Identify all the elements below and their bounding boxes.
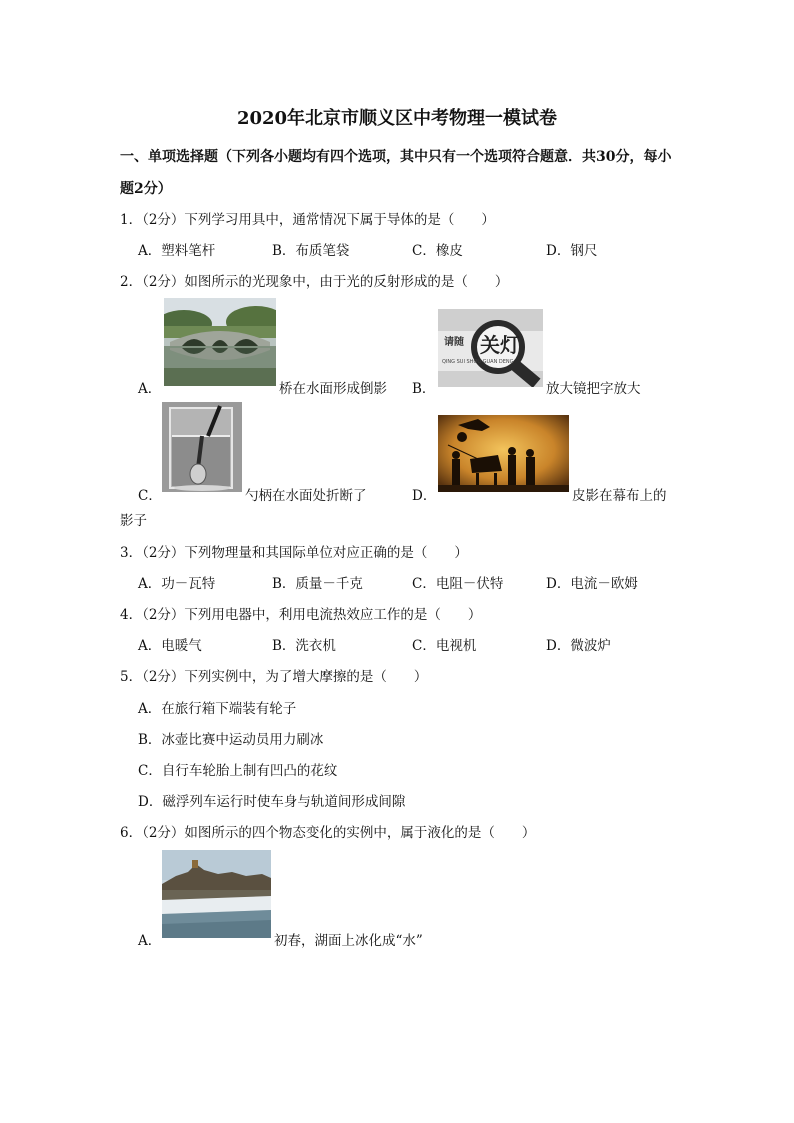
question-1-option-d: D．钢尺 (546, 243, 598, 259)
magnifier-image (438, 309, 543, 387)
question-3-stem: 3．（2分）下列物理量和其国际单位对应正确的是（ ） (120, 545, 468, 561)
question-4-stem: 4．（2分）下列用电器中，利用电流热效应工作的是（ ） (120, 607, 482, 623)
question-3-option-c: C．电阻－伏特 (412, 576, 504, 592)
question-4-option-b: B．洗衣机 (272, 638, 336, 654)
question-3-option-b: B．质量－千克 (272, 576, 363, 592)
question-3-option-d: D．电流－欧姆 (546, 576, 638, 592)
question-4-option-d: D．微波炉 (546, 638, 611, 654)
spoon-in-water-image (162, 402, 242, 492)
question-2-option-a-text: 桥在水面形成倒影 (279, 381, 387, 397)
bridge-reflection-image (164, 298, 276, 386)
page-title: 2020年北京市顺义区中考物理一模试卷 (236, 108, 558, 129)
question-4-option-c: C．电视机 (412, 638, 477, 654)
question-5-stem: 5．（2分）下列实例中，为了增大摩擦的是（ ） (120, 669, 428, 685)
question-6-option-a-label: A． (138, 933, 162, 949)
question-2-option-d-text-cont: 影子 (120, 513, 147, 529)
question-2-option-b-label: B． (412, 381, 436, 397)
question-5-option-b: B．冰壶比赛中运动员用力刷冰 (138, 732, 324, 748)
question-2-option-c-label: C． (138, 488, 162, 504)
section-heading-line2: 题2分） (120, 181, 172, 197)
question-1-stem: 1．（2分）下列学习用具中，通常情况下属于导体的是（ ） (120, 212, 495, 228)
sign-big-text: 关灯 (480, 333, 520, 357)
question-2-option-b-text: 放大镜把字放大 (546, 381, 641, 397)
question-2-option-a-label: A． (138, 381, 162, 397)
question-5-option-c: C．自行车轮胎上制有凹凸的花纹 (138, 763, 338, 779)
lake-ice-image (162, 850, 271, 938)
sign-pinyin-text: QING SUI SHOU GUAN DENG (442, 359, 514, 365)
question-2-option-c-text: 勺柄在水面处折断了 (245, 488, 367, 504)
shadow-play-image (438, 415, 569, 492)
question-2-stem: 2．（2分）如图所示的光现象中，由于光的反射形成的是（ ） (120, 274, 509, 290)
question-1-option-b: B．布质笔袋 (272, 243, 350, 259)
section-heading-line1: 一、单项选择题（下列各小题均有四个选项，其中只有一个选项符合题意．共30分，每小 (120, 149, 672, 165)
sign-small-text: 请随 (444, 337, 464, 348)
question-2-option-d-text: 皮影在幕布上的 (572, 488, 667, 504)
question-6-stem: 6．（2分）如图所示的四个物态变化的实例中，属于液化的是（ ） (120, 825, 536, 841)
question-3-option-a: A．功－瓦特 (138, 576, 216, 592)
question-1-option-c: C．橡皮 (412, 243, 463, 259)
question-5-option-a: A．在旅行箱下端装有轮子 (138, 701, 297, 717)
question-4-option-a: A．电暖气 (138, 638, 202, 654)
question-6-option-a-text: 初春，湖面上冰化成“水” (274, 933, 423, 949)
question-1-option-a: A．塑料笔杆 (138, 243, 216, 259)
question-5-option-d: D．磁浮列车运行时使车身与轨道间形成间隙 (138, 794, 406, 810)
question-2-option-d-label: D． (412, 488, 437, 504)
